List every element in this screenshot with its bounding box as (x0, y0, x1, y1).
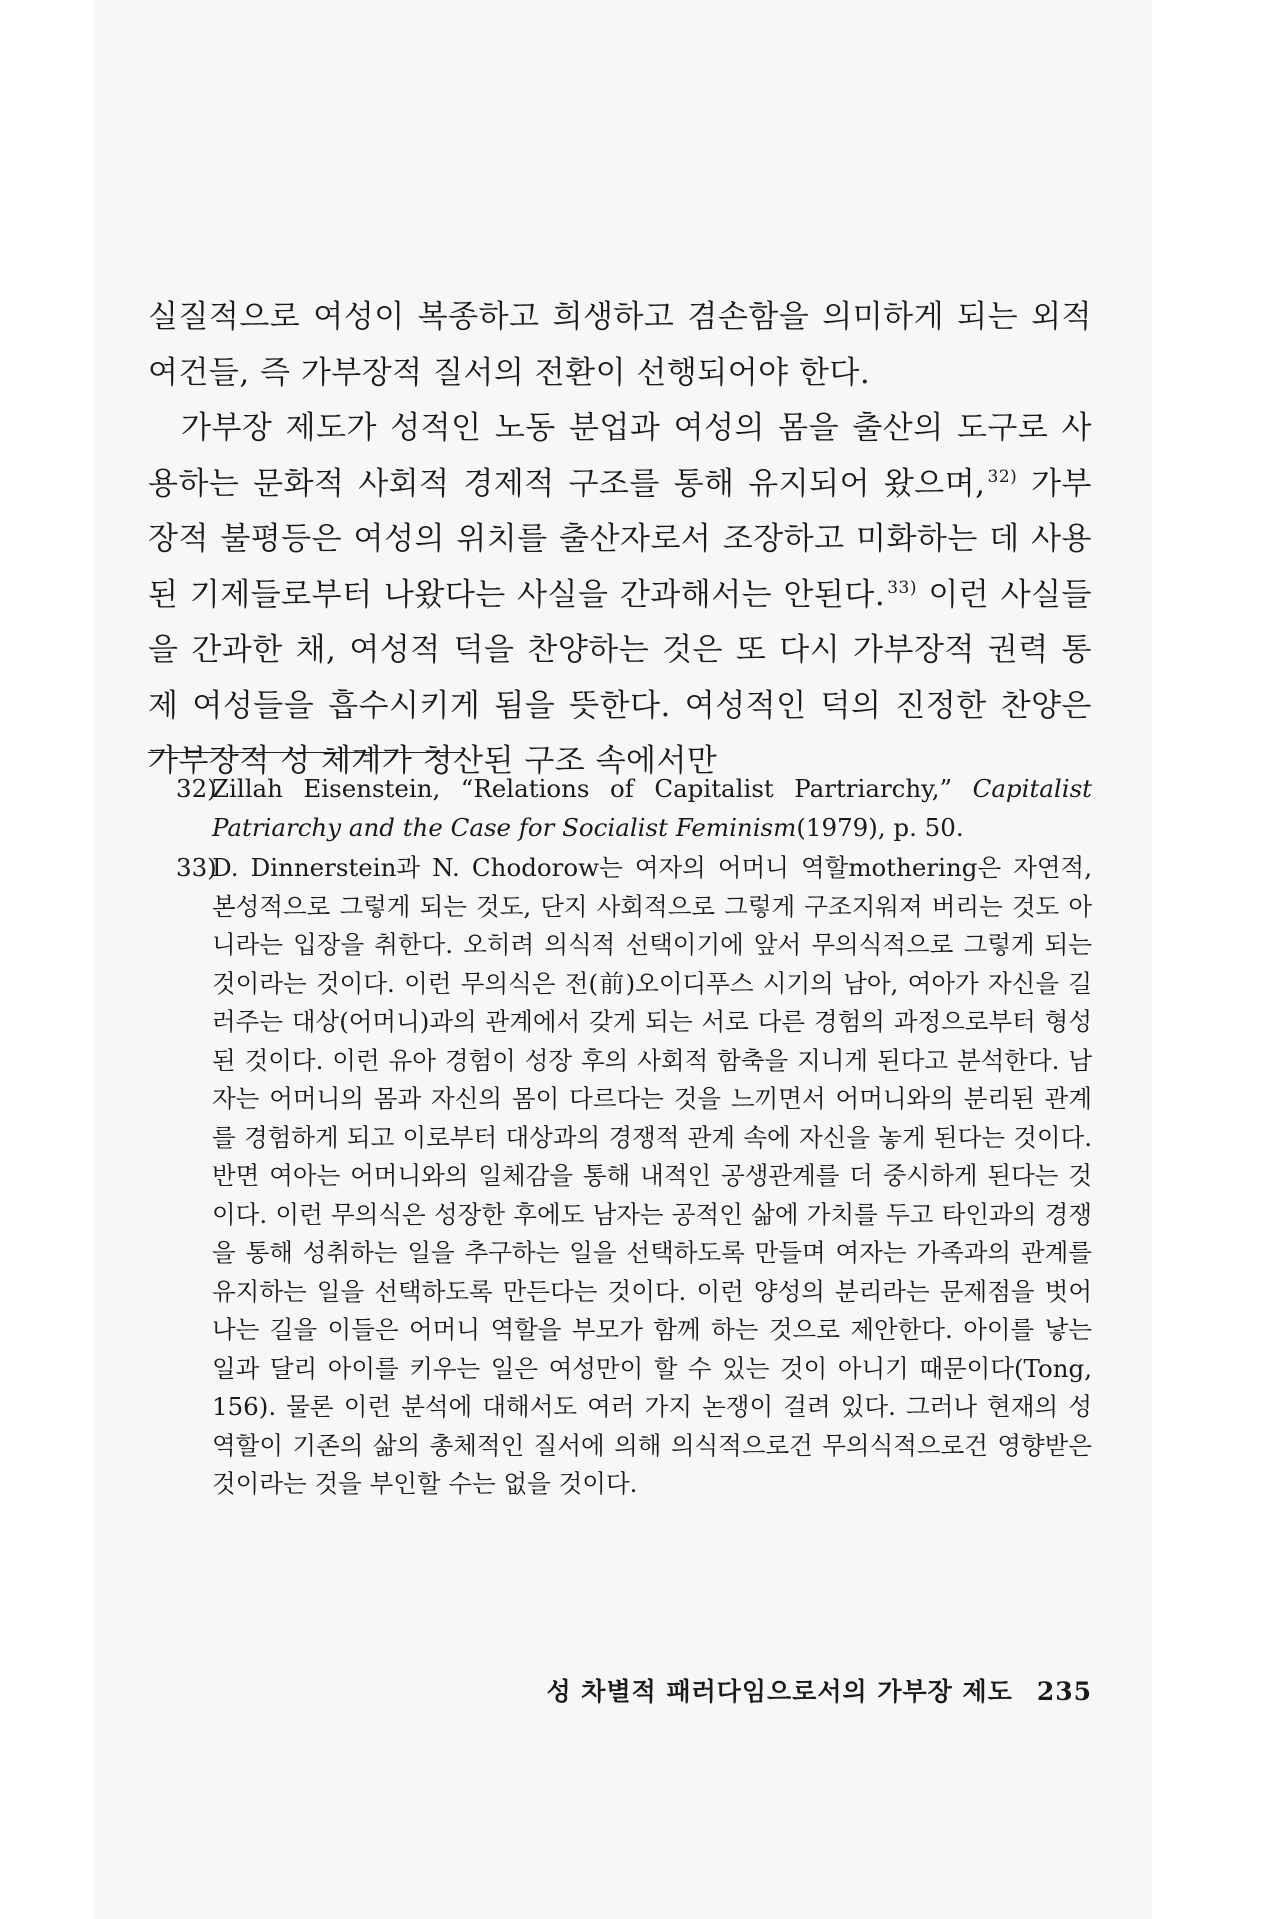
footnote-32 (176, 770, 1092, 847)
footnote-ref-33[interactable]: 33) (887, 578, 917, 599)
body-text (148, 290, 1092, 790)
paragraph-1: 실질적으로 여성이 복종하고 희생하고 겸손함을 의미하게 되는 외적 여건들, 즉 가부장적 질서의 전환이 선행되어야 한다. (148, 299, 1092, 391)
page-footer (476, 1672, 1092, 1708)
running-title: 성 차별적 패러다임으로서의 가부장 제도 (546, 1677, 1013, 1706)
footnote-text: Zillah Eisenstein, “Relations of Capitalist Partriarchy,” (212, 774, 953, 803)
footnote-divider (148, 752, 462, 753)
paragraph-2-part-c: 이런 사실들을 간과한 채, 여성적 덕을 찬양하는 것은 또 다시 가부장적 권력 통제 여성들을 흡수시키게 됨을 뜻한다. 여성적인 덕의 진정한 찬양은 가부장적 성 체계가 청산된 구조 속에서만 (148, 576, 1092, 779)
paragraph-2-part-b: 가부장적 불평등은 여성의 위치를 출산자로서 조장하고 미화하는 데 사용된 기제들로부터 나왔다는 사실을 간과해서는 안된다. (148, 465, 1092, 613)
footnote-book-title: Capitalist Patriarchy and the Case for Socialist Feminism (212, 774, 1092, 842)
footnote-33 (176, 849, 1092, 1504)
footnote-number: 33) (176, 853, 217, 882)
footnote-ref-32[interactable]: 32) (987, 467, 1018, 488)
footnote-number: 32) (176, 774, 217, 803)
footnotes (176, 770, 1092, 1506)
paragraph-2 (148, 401, 1092, 790)
footnote-text: D. Dinnerstein과 N. Chodorow는 여자의 어머니 역할mothering은 자연적, 본성적으로 그렇게 되는 것도, 단지 사회적으로 그렇게 구조지워져 버리는 것도 아니라는 입장을 취한다. 오히려 의식적 선택이기에 앞서 무의식적으로 그렇게 되는 것이라는 것이다. 이런 무의식은 전(前)오이디푸스 시기의 남아, 여아가 자신을 길러주는 대상(어머니)과의 관계에서 갖게 되는 서로 다른 경험의 과정으로부터 형성된 것이다. 이런 유아 경험이 성장 후의 사회적 함축을 지니게 된다고 분석한다. 남자는 어머니의 몸과 자신의 몸이 다르다는 것을 느끼면서 어머니와의 분리된 관계를 경험하게 되고 이로부터 대상과의 경쟁적 관계 속에 자신을 놓게 된다는 것이다. 반면 여아는 어머니와의 일체감을 통해 내적인 공생관계를 더 중시하게 된다는 것이다. 이런 무의식은 성장한 후에도 남자는 공적인 삶에 가치를 두고 타인과의 경쟁을 통해 성취하는 일을 추구하는 일을 선택하도록 만들며 여자는 가족과의 관계를 유지하는 일을 선택하도록 만든다는 것이다. 이런 양성의 분리라는 문제점을 벗어나는 길을 이들은 어머니 역할을 부모가 함께 하는 것으로 제안한다. 아이를 낳는 일과 달리 아이를 키우는 일은 여성만이 할 수 있는 것이 아니기 때문이다(Tong, 156). 물론 이런 분석에 대해서도 여러 가지 논쟁이 걸려 있다. 그러나 현재의 성 역할이 기존의 삶의 총체적인 질서에 의해 의식적으로건 무의식적으로건 영향받은 것이라는 것을 부인할 수는 없을 것이다. (212, 853, 1092, 1498)
page-number: 235 (1036, 1677, 1092, 1706)
paragraph-2-part-a: 가부장 제도가 성적인 노동 분업과 여성의 몸을 출산의 도구로 사용하는 문화적 사회적 경제적 구조를 통해 유지되어 왔으며, (148, 410, 1092, 502)
footnote-text-end: (1979), p. 50. (796, 812, 964, 842)
